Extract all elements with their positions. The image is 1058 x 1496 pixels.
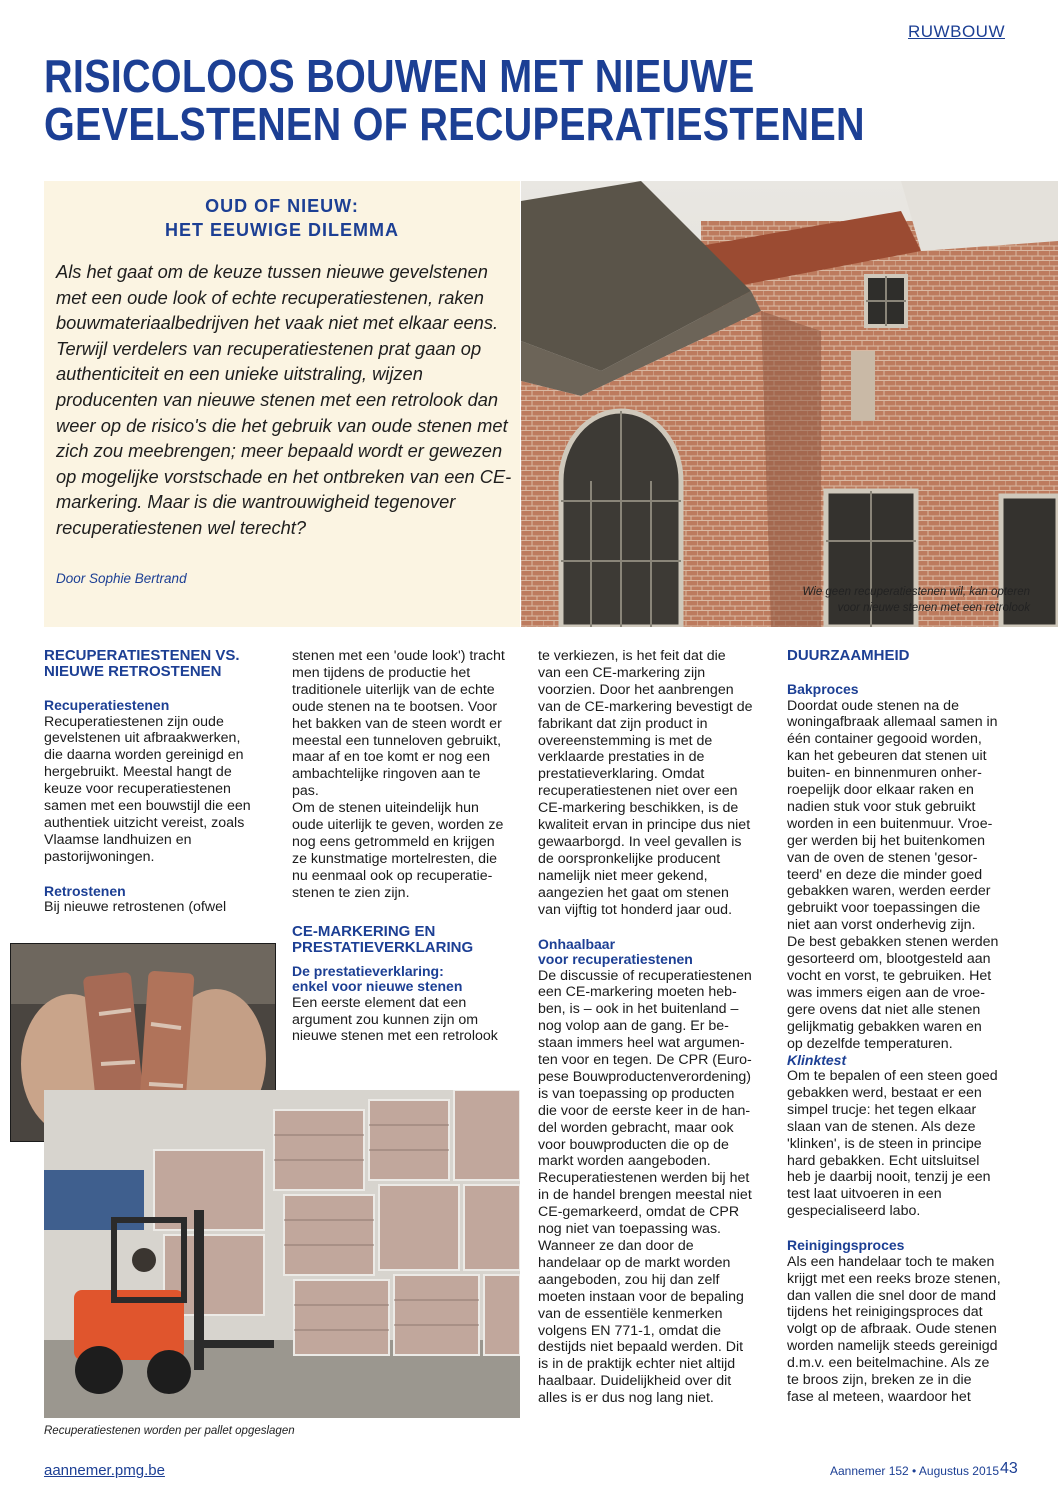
text-line: Vlaamse landhuizen en — [44, 831, 192, 848]
text-line: Wanneer ze dan door de — [538, 1238, 694, 1254]
house-photo — [521, 181, 1058, 627]
text-line: Doordat oude stenen na de — [787, 697, 959, 714]
subheading-recuperatiestenen: Recuperatiestenen — [44, 697, 170, 713]
heading-line: PRESTATIEVERKLARING — [292, 938, 474, 956]
text-line: het bakken van de steen wordt er — [292, 715, 502, 732]
text-line: fabrikant dat zijn product in — [538, 715, 708, 732]
subheading-reinigingsproces: Reinigingsproces — [787, 1237, 905, 1254]
text-line: test laat uitvoeren in een — [787, 1186, 942, 1203]
text-line: markt worden aangeboden. — [538, 1153, 711, 1170]
text-line: handelaar op de markt worden — [538, 1254, 731, 1271]
website-link[interactable]: aannemer.pmg.be — [44, 1462, 165, 1479]
text-line: te verkiezen, is het feit dat die — [538, 648, 726, 664]
heading-line: RECUPERATIESTENEN VS. — [44, 647, 240, 664]
text-line: argument zou kunnen zijn om — [292, 1011, 479, 1028]
subheading-line: De prestatieverklaring: — [292, 962, 444, 979]
text-line: dan vallen die snel door de mand — [787, 1287, 997, 1304]
heading-line: NIEUWE RETROSTENEN — [44, 663, 222, 680]
paragraph — [538, 968, 766, 1408]
column-1 — [44, 648, 272, 916]
paragraph — [44, 714, 272, 866]
pallets-photo — [44, 1090, 520, 1418]
text-line: worden namelijk steeds gereinigd — [787, 1338, 998, 1355]
text-line: CE-markering beschikken, is de — [538, 800, 739, 817]
text-line: is van toepassing op producten — [538, 1085, 735, 1102]
text-line: niet aan vorst onderhevig zijn. — [787, 917, 976, 934]
text-line: oude stenen na te bootsen. Voor — [292, 698, 498, 715]
text-line: voor bouwproducten die op de — [538, 1136, 729, 1153]
subheading-line: Onhaalbaar — [538, 935, 616, 952]
text-line: volgt op de afbraak. Oude stenen — [787, 1321, 997, 1338]
text-line: van de CE-markering bevestigt de — [538, 698, 753, 715]
text-line: buiten- en binnenmuren onher- — [787, 765, 982, 782]
text-line: traditionele uiterlijk van de echte — [292, 681, 495, 698]
heading-ce-markering — [292, 924, 520, 956]
text-line: simpel trucje: het tegen elkaar — [787, 1101, 977, 1118]
text-line: hergebruikt. Meestal hangt de — [44, 764, 232, 781]
intro-title — [44, 194, 520, 242]
section-label: RUWBOUW — [908, 22, 1005, 41]
text-line: gesorteerd om, blootgesteld aan — [787, 951, 991, 968]
paragraph — [787, 698, 1015, 1053]
text-line: CE-gemarkeerd, omdat de CPR — [538, 1204, 740, 1221]
text-line: woningafbraak allemaal samen in — [787, 714, 998, 731]
text-line: van de oven de stenen 'gesor- — [787, 849, 978, 866]
byline: Door Sophie Bertrand — [56, 571, 187, 586]
text-line: op dezelfde temperaturen. — [787, 1035, 953, 1052]
text-line: nu eenmaal ook op recuperatie- — [292, 867, 493, 884]
heading-recuperatie-vs-retro — [44, 648, 272, 680]
text-line: was immers eigen aan de vroe- — [787, 984, 985, 1001]
subheading-line: enkel voor nieuwe stenen — [292, 978, 463, 995]
text-line: krijgt met een reeks broze stenen, — [787, 1270, 1001, 1287]
text-line: ze kunstmatige mortelresten, die — [292, 850, 498, 867]
text-line: men tijdens de productie het — [292, 664, 471, 681]
text-line: prestatieverklaring. Omdat — [538, 766, 705, 783]
text-line: Bij nieuwe retrostenen (ofwel — [44, 899, 227, 916]
text-line: aangezien het gaat om stenen — [538, 884, 729, 901]
text-line: nog niet van toepassing was. — [538, 1221, 721, 1238]
text-line: te broos zijn, breken ze in die — [787, 1372, 972, 1389]
text-line: gere ovens dat niet alle stenen — [787, 1001, 981, 1018]
text-line: is in de praktijk echter niet altijd — [538, 1356, 736, 1373]
text-line: tijdens het reinigingsproces dat — [787, 1304, 983, 1321]
text-line: Als een handelaar toch te maken — [787, 1253, 995, 1270]
text-line: meestal een tunneloven gebruikt, — [292, 732, 502, 749]
intro-lead: Als het gaat om de keuze tussen nieuwe gevelstenen met een oude look of echte recuperatiestenen, raken bouwmateriaalbedrijven het vaak niet met elkaar eens. Terwijl verdelers van recuperatiestenen prat gaan op authenticiteit en een unieke uitstraling, wijzen producenten van nieuwe stenen met een retrolook dan weer op de risico's die het gebruik van oude stenen met zich zou meebrengen; meer bepaald wordt er gewezen op mogelijke vorstschade en het ontbreken van een CE-markering. Maar is die wantrouwigheid tegenover recuperatiestenen wel terecht? — [56, 261, 512, 538]
paragraph — [292, 648, 520, 902]
subheading-retrostenen: Retrostenen — [44, 882, 126, 899]
text-line: roepelijk door elkaar raken en — [787, 782, 974, 799]
text-line: gewaarborgd. In veel gevallen is — [538, 833, 742, 850]
text-line: aangeboden, zou hij dan zelf — [538, 1271, 720, 1288]
column-4 — [787, 648, 1015, 1406]
text-line: Om te bepalen of een steen goed — [787, 1068, 998, 1085]
text-line: voorzien. Door het aanbrengen — [538, 681, 734, 698]
subheading-klinktest: Klinktest — [787, 1051, 847, 1068]
text-line: alles is er dus nog lang niet. — [538, 1390, 714, 1407]
text-line: die voor de eerste keer in de han- — [538, 1102, 751, 1119]
heading-line: CE-MARKERING EN — [292, 922, 436, 940]
text-line: vocht en vorst, te gebruiken. Het — [787, 968, 992, 984]
text-line: haalbaar. Duidelijkheid over dit — [538, 1373, 732, 1390]
text-line: ger werden bij het buitenkomen — [787, 832, 985, 849]
page-number: 43 — [1000, 1460, 1018, 1477]
subheading-prestatieverklaring — [292, 964, 520, 995]
text-line: van de essentiële kenmerken — [538, 1305, 723, 1322]
text-line: worden in een buitenmuur. Vroe- — [787, 815, 993, 832]
text-line: authentiek uitzicht vereist, zoals — [44, 814, 245, 831]
text-line: slaan van de stenen. Als deze — [787, 1118, 976, 1135]
text-line: Om de stenen uiteindelijk hun — [292, 800, 479, 817]
text-line: teerd' en deze die minder goed — [787, 866, 983, 883]
text-line: De best gebakken stenen werden — [787, 934, 999, 951]
text-line: verklaarde prestaties in de — [538, 749, 705, 766]
title-line-1: RISICOLOOS BOUWEN MET NIEUWE — [44, 50, 755, 102]
caption-line-2: voor nieuwe stenen met een retrolook — [837, 602, 1030, 614]
text-line: 'klinken', is de steen in principe — [787, 1135, 982, 1152]
intro-title-line-2: HET EEUWIGE DILEMMA — [165, 220, 399, 240]
subheading-bakproces: Bakproces — [787, 681, 859, 697]
pallets-caption: Recuperatiestenen worden per pallet opgeslagen — [44, 1425, 295, 1437]
text-line: stenen met een 'oude look') tracht — [292, 648, 505, 664]
text-line: del worden gebracht, maar ook — [538, 1119, 734, 1136]
paragraph — [44, 899, 272, 916]
text-line: nog eens getrommeld en krijgen — [292, 833, 495, 850]
column-2 — [292, 648, 520, 1045]
text-line: hard gebakken. Echt uitsluitsel — [787, 1152, 980, 1169]
text-line: gelijkmatig gebakken waren en — [787, 1018, 982, 1035]
issue-info: Aannemer 152 • Augustus 2015 — [830, 1464, 999, 1478]
title-line-2: GEVELSTENEN OF RECUPERATIESTENEN — [44, 98, 865, 150]
text-line: volgens EN 771-1, omdat die — [538, 1322, 721, 1339]
text-line: gespecialiseerd labo. — [787, 1203, 921, 1220]
paragraph — [787, 1068, 1015, 1220]
column-3 — [538, 648, 766, 1407]
paragraph — [538, 648, 766, 919]
text-line: recuperatiestenen niet over een — [538, 783, 738, 800]
text-line: gebakken waren, werden eerder — [787, 883, 991, 900]
text-line: oude uiterlijk te geven, worden ze — [292, 817, 504, 834]
text-line: van vijftig tot honderd jaar oud. — [538, 901, 733, 918]
text-line: die daarna worden gereinigd en — [44, 747, 244, 764]
heading-duurzaamheid: DUURZAAMHEID — [787, 647, 910, 664]
text-line: pastorijwoningen. — [44, 848, 155, 865]
text-line: namelijk niet meer gekend, — [538, 867, 708, 884]
text-line: staan immers heel wat argumen- — [538, 1035, 745, 1052]
paragraph — [292, 995, 520, 1046]
paragraph — [787, 1254, 1015, 1406]
text-line: overeenstemming is met de — [538, 732, 713, 749]
text-line: De discussie of recuperatiestenen — [538, 967, 752, 984]
text-line: moeten instaan voor de bepaling — [538, 1288, 744, 1305]
text-line: van een CE-markering zijn — [538, 664, 706, 681]
text-line: nadien stuk voor stuk gebruikt — [787, 798, 976, 815]
text-line: gevelstenen uit afbraakwerken, — [44, 730, 241, 747]
text-line: ambachtelijke ringoven aan te — [292, 766, 481, 783]
text-line: nieuwe stenen met een retrolook — [292, 1028, 498, 1045]
intro-title-line-1: OUD OF NIEUW: — [205, 196, 359, 216]
text-line: Recuperatiestenen werden bij het — [538, 1170, 750, 1187]
text-line: ten voor en tegen. De CPR (Euro- — [538, 1052, 752, 1069]
subheading-line: voor recuperatiestenen — [538, 951, 693, 967]
text-line: ben, is – ook in het buitenland – — [538, 1001, 739, 1018]
page-title — [44, 52, 895, 148]
text-line: samen met een bouwstijl die een — [44, 798, 251, 815]
text-line: keuze voor recuperatiestenen — [44, 781, 231, 798]
text-line: in de handel brengen meestal niet — [538, 1187, 752, 1204]
text-line: heb je daarbij nooit, tenzij je een — [787, 1169, 991, 1186]
text-line: pas. — [292, 783, 319, 800]
text-line: nog volop aan de gang. Er be- — [538, 1018, 729, 1035]
text-line: fase al meteen, waardoor het — [787, 1388, 971, 1405]
text-line: gebakken werd, bestaat er een — [787, 1084, 982, 1101]
text-line: kan het gebeuren dat stenen uit — [787, 748, 987, 765]
text-line: een CE-markering moeten heb- — [538, 984, 737, 1001]
text-line: gebruikt voor toepassingen die — [787, 900, 981, 917]
text-line: Recuperatiestenen zijn oude — [44, 713, 224, 730]
text-line: kwaliteit ervan in principe dus niet — [538, 817, 751, 834]
text-line: destijds niet bepaald werden. Dit — [538, 1339, 744, 1356]
top-photo-caption — [740, 584, 1030, 616]
caption-line-1: Wie geen recuperatiestenen wil, kan opteren — [802, 586, 1030, 598]
text-line: één container gegooid worden, — [787, 731, 982, 748]
text-line: d.m.v. een beitelmachine. Als ze — [787, 1355, 990, 1372]
text-line: Een eerste element dat een — [292, 994, 467, 1011]
subheading-onhaalbaar — [538, 937, 766, 968]
text-line: maar af en toe komt er nog een — [292, 749, 490, 766]
text-line: pese Bouwproductenverordening) — [538, 1068, 751, 1085]
text-line: stenen te zien zijn. — [292, 884, 410, 901]
text-line: de oorspronkelijke producent — [538, 850, 721, 867]
